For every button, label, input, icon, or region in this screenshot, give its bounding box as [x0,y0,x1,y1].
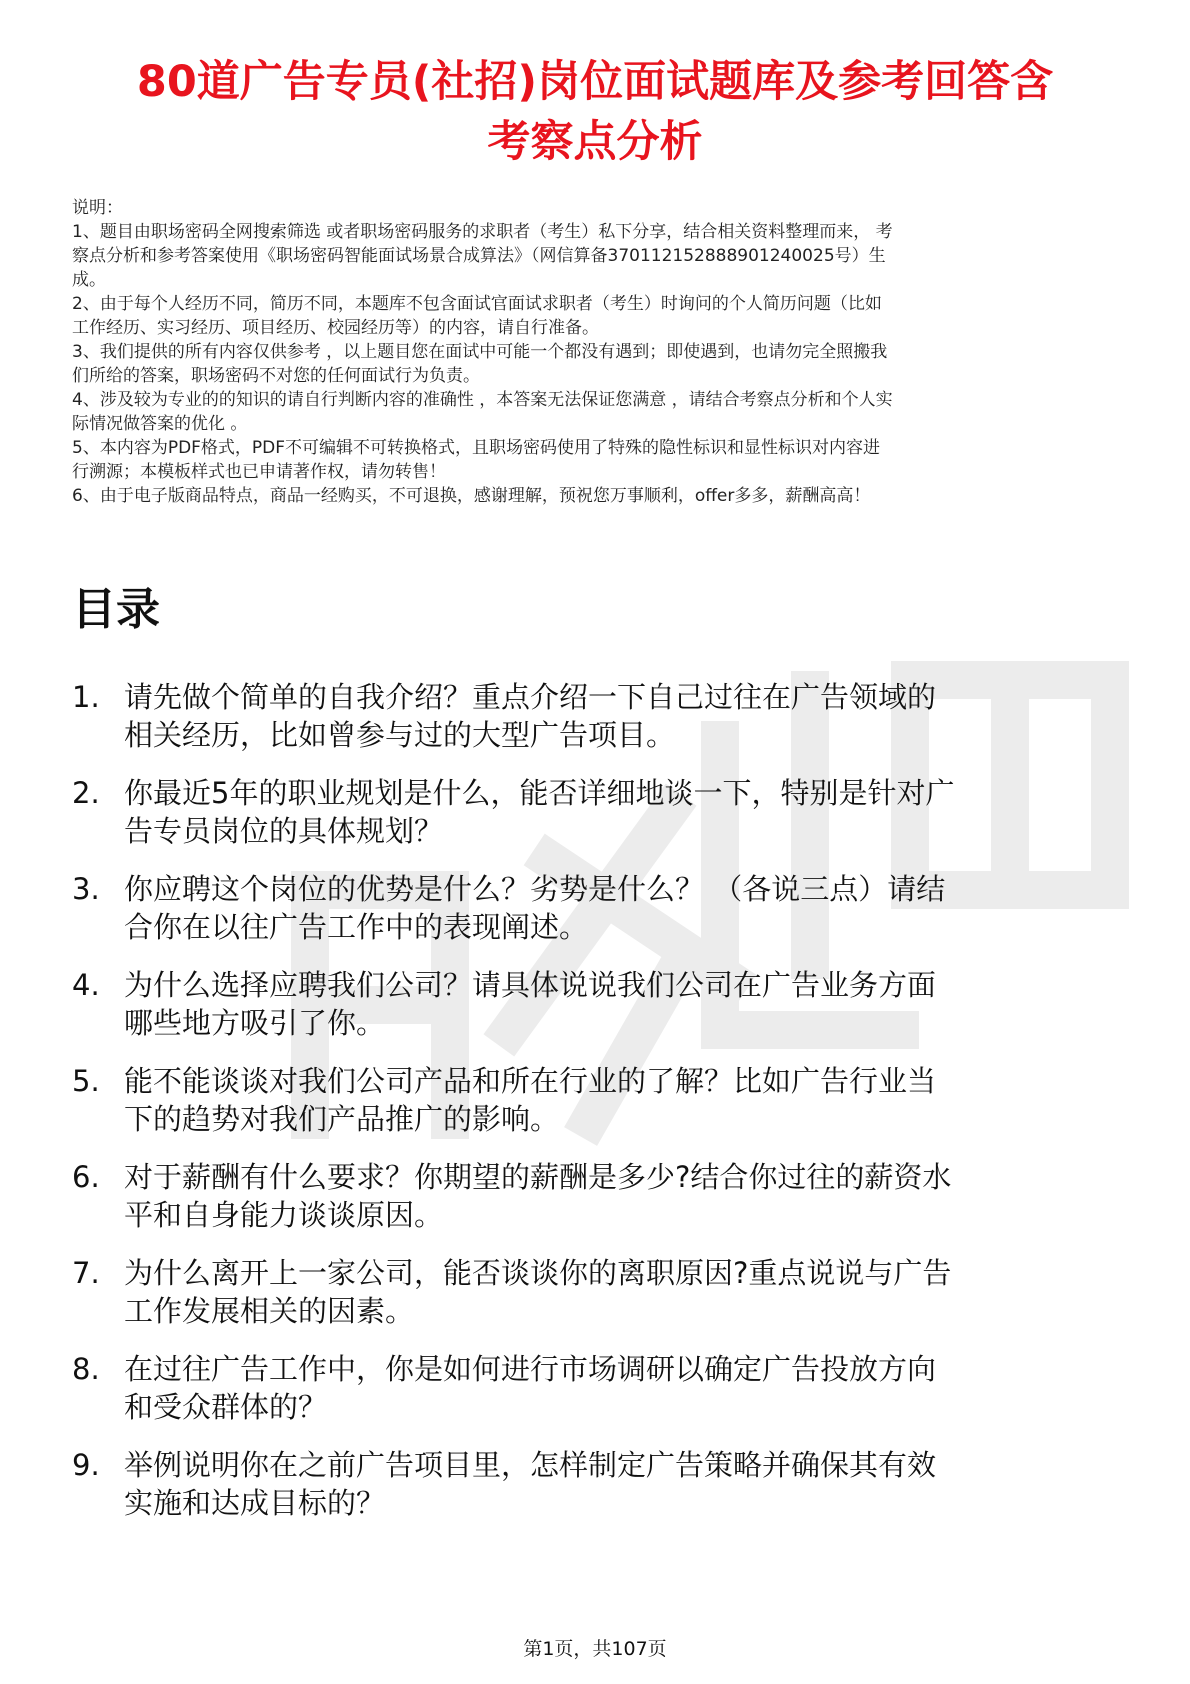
page-footer: 第1页，共107页 [523,1638,667,1660]
question-line: 合你在以往广告工作中的表现阐述。 [124,910,589,944]
question-line: 对于薪酬有什么要求？你期望的薪酬是多少?结合你过往的薪资水 [124,1160,952,1194]
question-line: 举例说明你在之前广告项目里，怎样制定广告策略并确保其有效 [124,1448,937,1482]
question-line: 你应聘这个岗位的优势是什么？劣势是什么？ （各说三点）请结 [124,872,946,906]
notes-line: 1、题目由职场密码全网搜索筛选 或者职场密码服务的求职者（考生）私下分享，结合相关资料整理而来， 考 [72,222,893,242]
notes-line: 们所给的答案，职场密码不对您的任何面试行为负责。 [72,366,480,386]
notes-line: 工作经历、实习经历、项目经历、校园经历等）的内容，请自行准备。 [72,318,599,338]
question-item [72,774,1132,870]
notes-block [72,196,1122,508]
question-item [72,1062,1132,1158]
question-line: 能不能谈谈对我们公司产品和所在行业的了解？比如广告行业当 [124,1064,937,1098]
question-line: 实施和达成目标的？ [124,1486,386,1520]
question-item [72,870,1132,966]
question-line: 相关经历，比如曾参与过的大型广告项目。 [124,718,676,752]
question-line: 和受众群体的？ [124,1390,328,1424]
question-number: 5. [72,1064,100,1098]
notes-line: 6、由于电子版商品特点，商品一经购买，不可退换，感谢理解，预祝您万事顺利，offer多多，薪酬高高！ [72,486,871,506]
question-number: 6. [72,1160,100,1194]
question-number: 8. [72,1352,100,1386]
notes-line: 5、本内容为PDF格式，PDF不可编辑不可转换格式，且职场密码使用了特殊的隐性标识和显性标识对内容进 [72,438,881,458]
notes-line: 成。 [72,270,106,290]
title-line: 考察点分析 [487,117,703,167]
question-number: 9. [72,1448,100,1482]
question-number: 7. [72,1256,100,1290]
question-item [72,1446,1132,1542]
question-number: 3. [72,872,100,906]
question-item [72,678,1132,774]
question-line: 告专员岗位的具体规划？ [124,814,444,848]
notes-line: 3、我们提供的所有内容仅供参考 ，以上题目您在面试中可能一个都没有遇到；即使遇到，也请勿完全照搬我 [72,342,888,362]
notes-line: 4、涉及较为专业的的知识的请自行判断内容的准确性 ，本答案无法保证您满意 ，请结合考察点分析和个人实 [72,390,893,410]
question-line: 工作发展相关的因素。 [124,1294,415,1328]
question-item [72,966,1132,1062]
toc-heading: 目录 [72,584,160,635]
notes-line: 行溯源；本模板样式也已申请著作权，请勿转售！ [72,462,446,482]
question-list [72,678,1132,1542]
notes-line: 说明： [72,198,123,218]
question-line: 为什么选择应聘我们公司？请具体说说我们公司在广告业务方面 [124,968,937,1002]
question-line: 请先做个简单的自我介绍？重点介绍一下自己过往在广告领域的 [124,680,937,714]
question-item [72,1254,1132,1350]
title-line: 80道广告专员(社招)岗位面试题库及参考回答含 [136,57,1054,107]
question-line: 下的趋势对我们产品推广的影响。 [124,1102,560,1136]
question-number: 2. [72,776,100,810]
question-line: 在过往广告工作中，你是如何进行市场调研以确定广告投放方向 [124,1352,937,1386]
question-line: 你最近5年的职业规划是什么，能否详细地谈一下，特别是针对广 [124,776,955,810]
question-line: 哪些地方吸引了你。 [124,1006,386,1040]
question-item [72,1158,1132,1254]
question-line: 平和自身能力谈谈原因。 [124,1198,444,1232]
document-title [40,52,1150,172]
question-number: 4. [72,968,100,1002]
question-line: 为什么离开上一家公司，能否谈谈你的离职原因?重点说说与广告 [124,1256,952,1290]
question-item [72,1350,1132,1446]
notes-line: 际情况做答案的优化 。 [72,414,248,434]
notes-line: 察点分析和参考答案使用《职场密码智能面试场景合成算法》（网信算备370112152888901240025号）生 [72,246,886,266]
question-number: 1. [72,680,100,714]
notes-line: 2、由于每个人经历不同，简历不同，本题库不包含面试官面试求职者（考生）时询问的个人简历问题（比如 [72,294,882,314]
